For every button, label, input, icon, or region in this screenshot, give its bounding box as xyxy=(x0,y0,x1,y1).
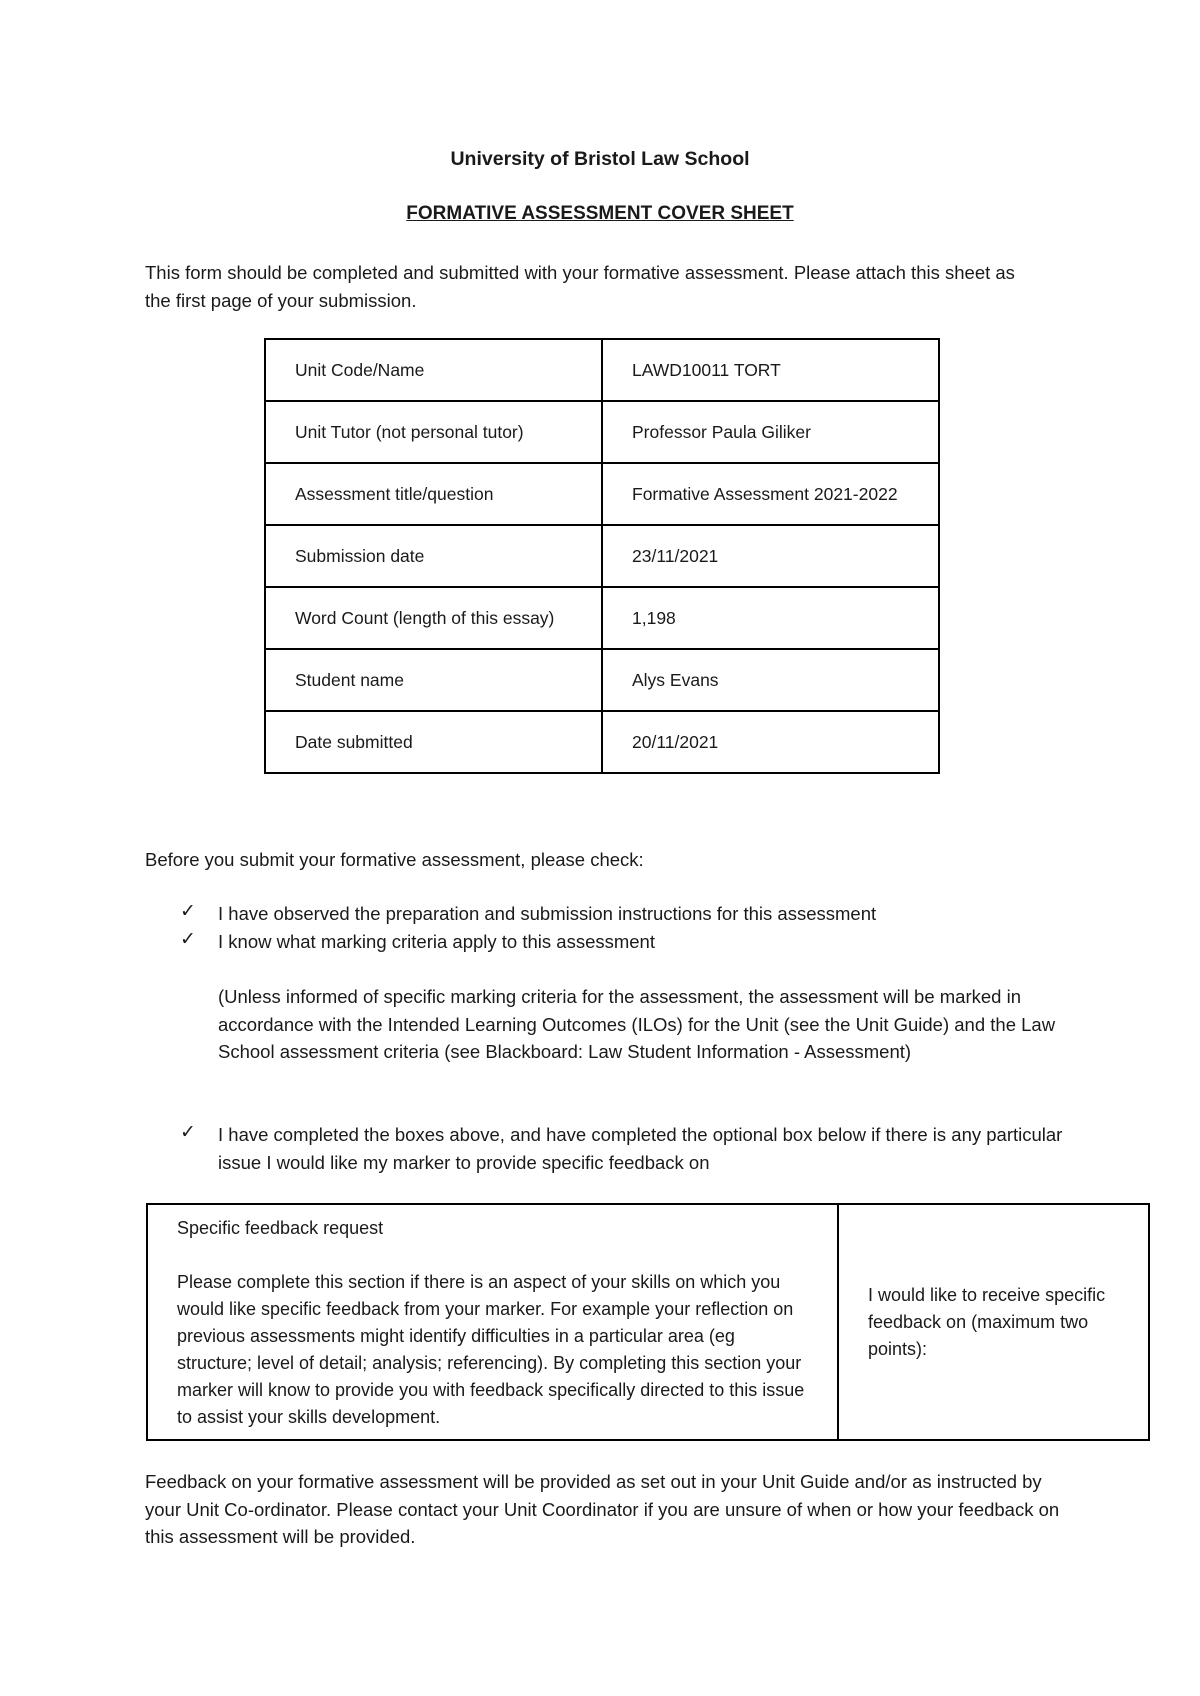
row-label: Student name xyxy=(265,649,602,711)
table-row xyxy=(147,1204,1149,1440)
feedback-instructions: Please complete this section if there is an aspect of your skills on which you would like specific feedback from your marker. For example your reflection on previous assessments might identify difficulties in a particular area (eg structure; level of detail; analysis; referencing). By completing this section your marker will know to provide you with feedback specifically directed to this issue to assist your skills development. xyxy=(177,1272,805,1427)
table-row xyxy=(265,463,939,525)
table-row xyxy=(265,339,939,401)
cover-info-table xyxy=(264,338,940,774)
row-label: Submission date xyxy=(265,525,602,587)
feedback-request-cell[interactable] xyxy=(838,1204,1149,1440)
row-value: Formative Assessment 2021-2022 xyxy=(602,463,939,525)
checkmark-icon: ✓ xyxy=(180,1122,196,1143)
table-row xyxy=(265,649,939,711)
row-value: 1,198 xyxy=(602,587,939,649)
row-value: Professor Paula Giliker xyxy=(602,401,939,463)
row-label: Unit Tutor (not personal tutor) xyxy=(265,401,602,463)
row-label: Assessment title/question xyxy=(265,463,602,525)
row-value: 23/11/2021 xyxy=(602,525,939,587)
table-row xyxy=(265,587,939,649)
feedback-instructions-cell xyxy=(147,1204,838,1440)
table-row xyxy=(265,525,939,587)
row-label: Date submitted xyxy=(265,711,602,773)
page-title: University of Bristol Law School xyxy=(450,148,750,170)
checklist-item-text: I have observed the preparation and submission instructions for this assessment xyxy=(218,903,877,924)
intro-paragraph: This form should be completed and submitted with your formative assessment. Please attach this sheet as the first page of your submission. xyxy=(145,262,1015,311)
checkmark-icon: ✓ xyxy=(180,929,196,950)
checkmark-icon: ✓ xyxy=(180,901,196,922)
row-value: LAWD10011 TORT xyxy=(602,339,939,401)
feedback-request-label: I would like to receive specific feedback on (maximum two points): xyxy=(868,1284,1106,1359)
row-label: Unit Code/Name xyxy=(265,339,602,401)
feedback-title: Specific feedback request xyxy=(177,1218,384,1238)
row-value: 20/11/2021 xyxy=(602,711,939,773)
checklist-item-text: I know what marking criteria apply to this assessment xyxy=(218,931,655,952)
feedback-request-table xyxy=(146,1203,1150,1441)
checklist-item-text: I have completed the boxes above, and have completed the optional box below if there is any particular issue I would like my marker to provide specific feedback on xyxy=(218,1124,1063,1173)
checklist-intro: Before you submit your formative assessment, please check: xyxy=(145,849,644,870)
table-row xyxy=(265,401,939,463)
table-row xyxy=(265,711,939,773)
row-label: Word Count (length of this essay) xyxy=(265,587,602,649)
marking-criteria-note: (Unless informed of specific marking criteria for the assessment, the assessment will be marked in accordance with the Intended Learning Outcomes (ILOs) for the Unit (see the Unit Guide) and the Law School assessment criteria (see Blackboard: Law Student Information - Assessment) xyxy=(218,986,1056,1062)
page-subtitle: FORMATIVE ASSESSMENT COVER SHEET xyxy=(406,203,794,224)
row-value: Alys Evans xyxy=(602,649,939,711)
closing-paragraph: Feedback on your formative assessment will be provided as set out in your Unit Guide and/or as instructed by your Unit Co-ordinator. Please contact your Unit Coordinator if you are unsure of when or how your feedback on this assessment will be provided. xyxy=(145,1471,1060,1547)
